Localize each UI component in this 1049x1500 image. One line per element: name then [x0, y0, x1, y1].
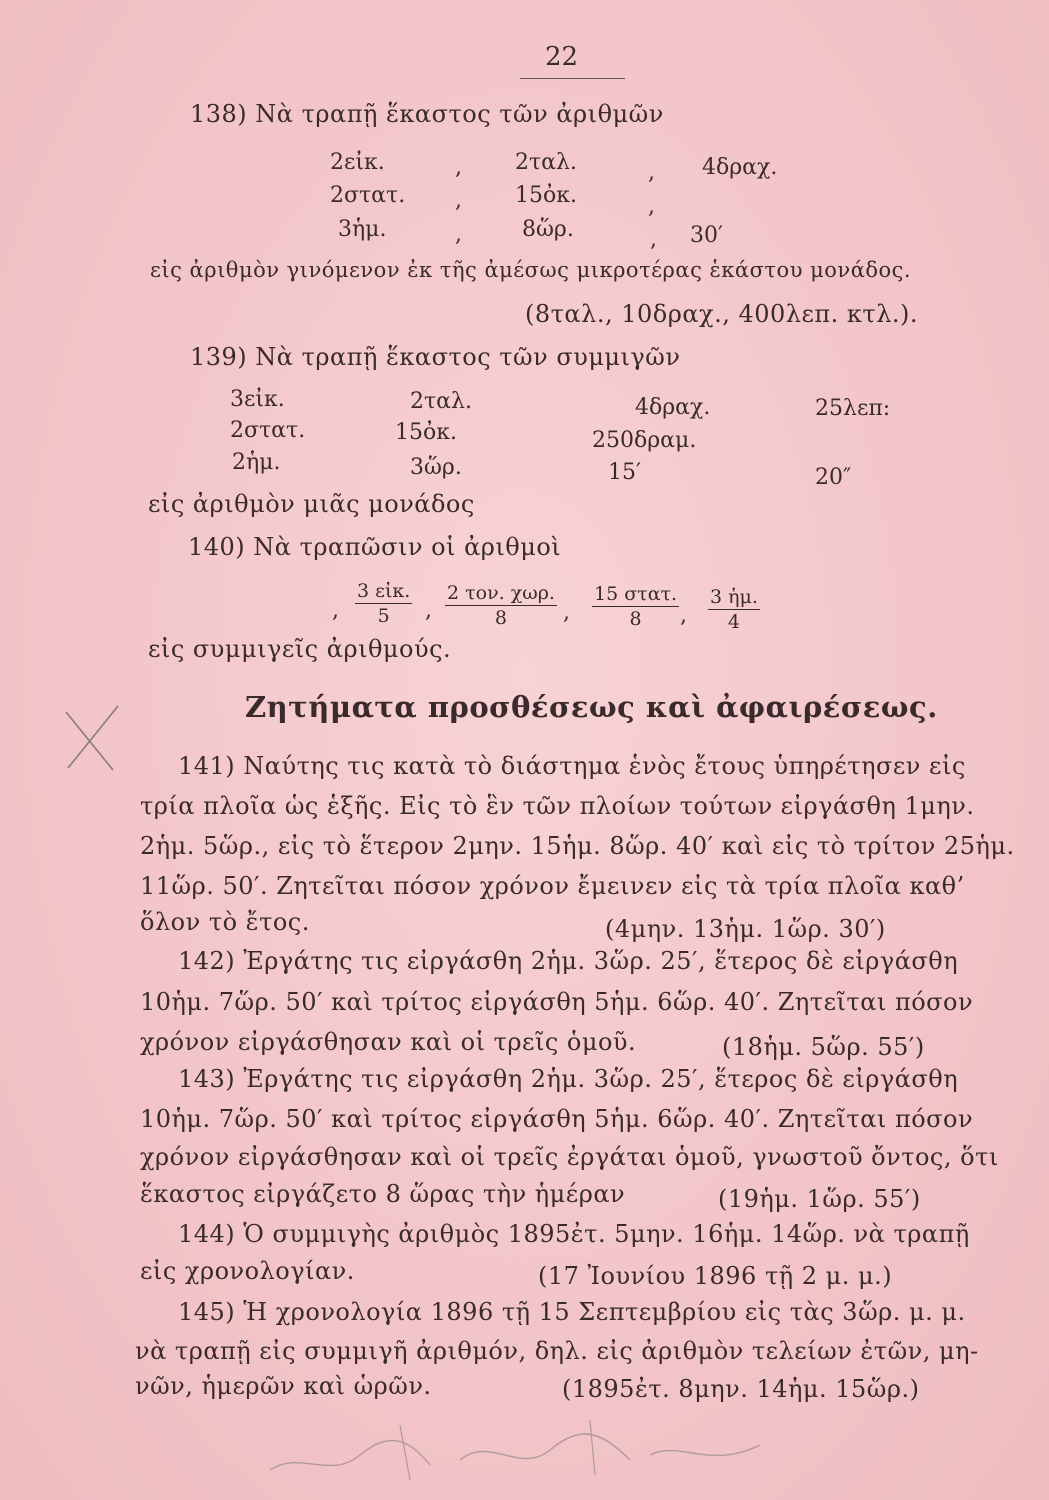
p141-line-1: 141) Ναύτης τις κατὰ τὸ διάστημα ἑνὸς ἔτους ὑπηρέτησεν εἰς [178, 752, 966, 780]
p139-c1-r3: 2ἡμ. [232, 450, 281, 475]
p139-c2-r2: 15ὀκ. [395, 420, 457, 445]
book-page: 22 138) Νὰ τραπῇ ἕκαστος τῶν ἀριθμῶν 2εἰκ. 2στατ. 3ἡμ. , , , 2ταλ. 15ὀκ. 8ὥρ. , , , 4δραχ. 30′ εἰς ἀριθμὸν γινόμενον ἐκ τῆς ἀμέσως μικροτέρας ἑκάστου μονάδος. (8ταλ., 10δραχ., 400λεπ. κτλ.). 139) Νὰ τραπῇ ἕκαστος τῶν συμμιγῶν 3εἰκ. 2στατ. 2ἡμ. 2ταλ. 15ὀκ. 3ὥρ. 4δραχ. 250δραμ. 15′ 25λεπ: 20″ εἰς ἀριθμὸν μιᾶς μονάδος 140) Νὰ τραπῶσιν οἱ ἀριθμοὶ 3 εἰκ. 5 , , 2 τον. χωρ. 8 , 15 στατ. 8 , $\frac{\text{3 ἡμ.}}{4}$ εἰς συμμιγεῖς ἀριθμούς. Ζητήματα προσθέσεως καὶ ἀφαιρέσεως. 141) Ναύτης τις κατὰ τὸ διάστημα ἑνὸς ἔτους ὑπηρέτησεν εἰς τρία πλοῖα ὡς ἑξῆς. Εἰς τὸ ἓν τῶν πλοίων τούτων εἰργάσθη 1μην. 2ἡμ. 5ὥρ., εἰς τὸ ἕτερον 2μην. 15ἡμ. 8ὥρ. 40′ καὶ εἰς τὸ τρίτον 25ἡμ. 11ὥρ. 50′. Ζητεῖται πόσον χρόνον ἔμεινεν εἰς τὰ τρία πλοῖα καθ’ ὅλον τὸ ἔτος. (4μην. 13ἡμ. 1ὥρ. 30′) 142) Ἐργάτης τις εἰργάσθη 2ἡμ. 3ὥρ. 25′, ἕτερος δὲ εἰργάσθη 10ἡμ. 7ὥρ. 50′ καὶ τρίτος εἰργάσθη 5ἡμ. 6ὥρ. 40′. Ζητεῖται πόσον χρόνον εἰργάσθησαν καὶ οἱ τρεῖς ὁμοῦ. (18ἡμ. 5ὥρ. 55′) 143) Ἐργάτης τις εἰργάσθη 2ἡμ. 3ὥρ. 25′, ἕτερος δὲ εἰργάσθη 10ἡμ. 7ὥρ. 50′ καὶ τρίτος εἰργάσθη 5ἡμ. 6ὥρ. 40′. Ζητεῖται πόσον χρόνον εἰργάσθησαν καὶ οἱ τρεῖς ἐργάται ὁμοῦ, γνωστοῦ ὄντος, ὅτι ἕκαστος εἰργάζετο 8 ὥρας τὴν ἡμέραν (19ἡμ. 1ὥρ. 55′) 144) Ὁ συμμιγὴς ἀριθμὸς 1895ἐτ. 5μην. 16ἡμ. 14ὥρ. νὰ τραπῇ εἰς χρονολογίαν. (17 Ἰουνίου 1896 τῇ 2 μ. μ.) 145) Ἡ χρονολογία 1896 τῇ 15 Σεπτεμβρίου εἰς τὰς 3ὥρ. μ. μ. νὰ τραπῇ εἰς συμμιγῆ ἀριθμόν, δηλ. εἰς ἀριθμὸν τελείων ἐτῶν, μη- νῶν, ἡμερῶν καὶ ὡρῶν. (1895ἐτ. 8μην. 14ἡμ. 15ὥρ.) [0, 0, 1049, 1500]
p145-line-1: 145) Ἡ χρονολογία 1896 τῇ 15 Σεπτεμβρίου εἰς τὰς 3ὥρ. μ. μ. [178, 1298, 966, 1326]
p138-sep: , [648, 160, 655, 185]
problem-139-intro: 139) Νὰ τραπῇ ἕκαστος τῶν συμμιγῶν [190, 343, 681, 371]
p141-answer: (4μην. 13ἡμ. 1ὥρ. 30′) [605, 915, 886, 943]
p145-line-3: νῶν, ἡμερῶν καὶ ὡρῶν. [135, 1372, 432, 1400]
fraction-2-denominator: 8 [494, 607, 508, 629]
p138-c2-r3: 8ὥρ. [522, 217, 574, 242]
p141-line-2: τρία πλοῖα ὡς ἑξῆς. Εἰς τὸ ἓν τῶν πλοίων τούτων εἰργάσθη 1μην. [140, 792, 975, 820]
fraction-4-numerator: 3 ἡμ. [710, 586, 758, 608]
p143-answer: (19ἡμ. 1ὥρ. 55′) [718, 1185, 921, 1213]
fraction-4-denominator: 4 [727, 611, 740, 633]
p138-sep: , [648, 194, 655, 219]
problem-138-intro: 138) Νὰ τραπῇ ἕκαστος τῶν ἀριθμῶν [190, 100, 664, 128]
problem-139-instruction: εἰς ἀριθμὸν μιᾶς μονάδος [148, 490, 475, 518]
p138-c3-r1: 4δραχ. [702, 155, 778, 180]
fraction-2-numerator: 2 τον. χωρ. [447, 582, 555, 604]
p138-c2-r2: 15ὀκ. [515, 183, 577, 208]
p138-c3-r3: 30′ [690, 223, 723, 248]
p139-c3-r2: 250δραμ. [592, 428, 697, 453]
p138-c1-r2: 2στατ. [330, 183, 406, 208]
problem-140-instruction: εἰς συμμιγεῖς ἀριθμούς. [148, 635, 452, 663]
fraction-1-denominator: 5 [377, 605, 390, 627]
page-number-rule [520, 78, 625, 79]
p143-line-4: ἕκαστος εἰργάζετο 8 ὥρας τὴν ἡμέραν [140, 1180, 626, 1208]
p139-c2-r1: 2ταλ. [410, 389, 472, 414]
p143-line-3: χρόνον εἰργάσθησαν καὶ οἱ τρεῖς ἐργάται ὁμοῦ, γνωστοῦ ὄντος, ὅτι [140, 1143, 999, 1171]
p138-sep: , [455, 188, 462, 213]
problem-138-answer: (8ταλ., 10δραχ., 400λεπ. κτλ.). [525, 300, 919, 328]
p142-line-3: χρόνον εἰργάσθησαν καὶ οἱ τρεῖς ὁμοῦ. [140, 1028, 637, 1056]
problem-140-intro: 140) Νὰ τραπῶσιν οἱ ἀριθμοὶ [188, 533, 562, 561]
page-number: 22 [545, 42, 579, 72]
p138-sep: , [650, 227, 657, 252]
p141-line-4: 11ὥρ. 50′. Ζητεῖται πόσον χρόνον ἔμεινεν εἰς τὰ τρία πλοῖα καθ’ [140, 872, 965, 900]
p142-line-1: 142) Ἐργάτης τις εἰργάσθη 2ἡμ. 3ὥρ. 25′, ἕτερος δὲ εἰργάσθη [178, 947, 959, 975]
p139-c2-r3: 3ὥρ. [410, 455, 462, 480]
p142-line-2: 10ἡμ. 7ὥρ. 50′ καὶ τρίτος εἰργάσθη 5ἡμ. 6ὥρ. 40′. Ζητεῖται πόσον [140, 988, 974, 1016]
fraction-1-numerator: 3 εἰκ. [357, 580, 411, 602]
p144-line-1: 144) Ὁ συμμιγὴς ἀριθμὸς 1895ἐτ. 5μην. 16ἡμ. 14ὥρ. νὰ τραπῇ [178, 1220, 970, 1248]
pencil-scribble-mark [260, 1410, 780, 1490]
p138-c2-r1: 2ταλ. [515, 150, 577, 175]
p139-c4-r3: 20″ [815, 465, 852, 490]
p145-answer: (1895ἐτ. 8μην. 14ἡμ. 15ὥρ.) [562, 1375, 920, 1403]
p138-sep: , [455, 155, 462, 180]
problem-138-instruction: εἰς ἀριθμὸν γινόμενον ἐκ τῆς ἀμέσως μικροτέρας ἑκάστου μονάδος. [150, 258, 912, 282]
fraction-3 [592, 583, 679, 630]
p144-answer: (17 Ἰουνίου 1896 τῇ 2 μ. μ.) [538, 1262, 893, 1290]
pencil-x-mark [58, 700, 128, 780]
section-heading: Ζητήματα προσθέσεως καὶ ἀφαιρέσεως. [245, 690, 938, 724]
p138-sep: , [455, 222, 462, 247]
p141-line-5: ὅλον τὸ ἔτος. [140, 908, 310, 936]
fraction-3-numerator: 15 στατ. [594, 583, 678, 605]
p143-line-2: 10ἡμ. 7ὥρ. 50′ καὶ τρίτος εἰργάσθη 5ἡμ. 6ὥρ. 40′. Ζητεῖται πόσον [140, 1105, 974, 1133]
p138-c1-r1: 2εἰκ. [330, 150, 385, 175]
p145-line-2: νὰ τραπῇ εἰς συμμιγῆ ἀριθμόν, δηλ. εἰς ἀριθμὸν τελείων ἐτῶν, μη- [135, 1337, 979, 1365]
p141-line-3: 2ἡμ. 5ὥρ., εἰς τὸ ἕτερον 2μην. 15ἡμ. 8ὥρ. 40′ καὶ εἰς τὸ τρίτον 25ἡμ. [140, 832, 1015, 860]
fraction-1 [355, 580, 412, 627]
p143-line-1: 143) Ἐργάτης τις εἰργάσθη 2ἡμ. 3ὥρ. 25′, ἕτερος δὲ εἰργάσθη [178, 1065, 959, 1093]
p142-answer: (18ἡμ. 5ὥρ. 55′) [722, 1033, 925, 1061]
p139-c4-r1: 25λεπ: [815, 396, 891, 421]
p139-c1-r1: 3εἰκ. [230, 387, 285, 412]
p139-c1-r2: 2στατ. [230, 418, 306, 443]
p139-c3-r3: 15′ [608, 460, 641, 485]
p139-c3-r1: 4δραχ. [635, 395, 711, 420]
fraction-2 [445, 582, 557, 629]
p144-line-2: εἰς χρονολογίαν. [140, 1257, 355, 1285]
fraction-3-denominator: 8 [629, 608, 642, 630]
fraction-4 [708, 586, 760, 633]
p138-c1-r3: 3ἡμ. [338, 217, 387, 242]
